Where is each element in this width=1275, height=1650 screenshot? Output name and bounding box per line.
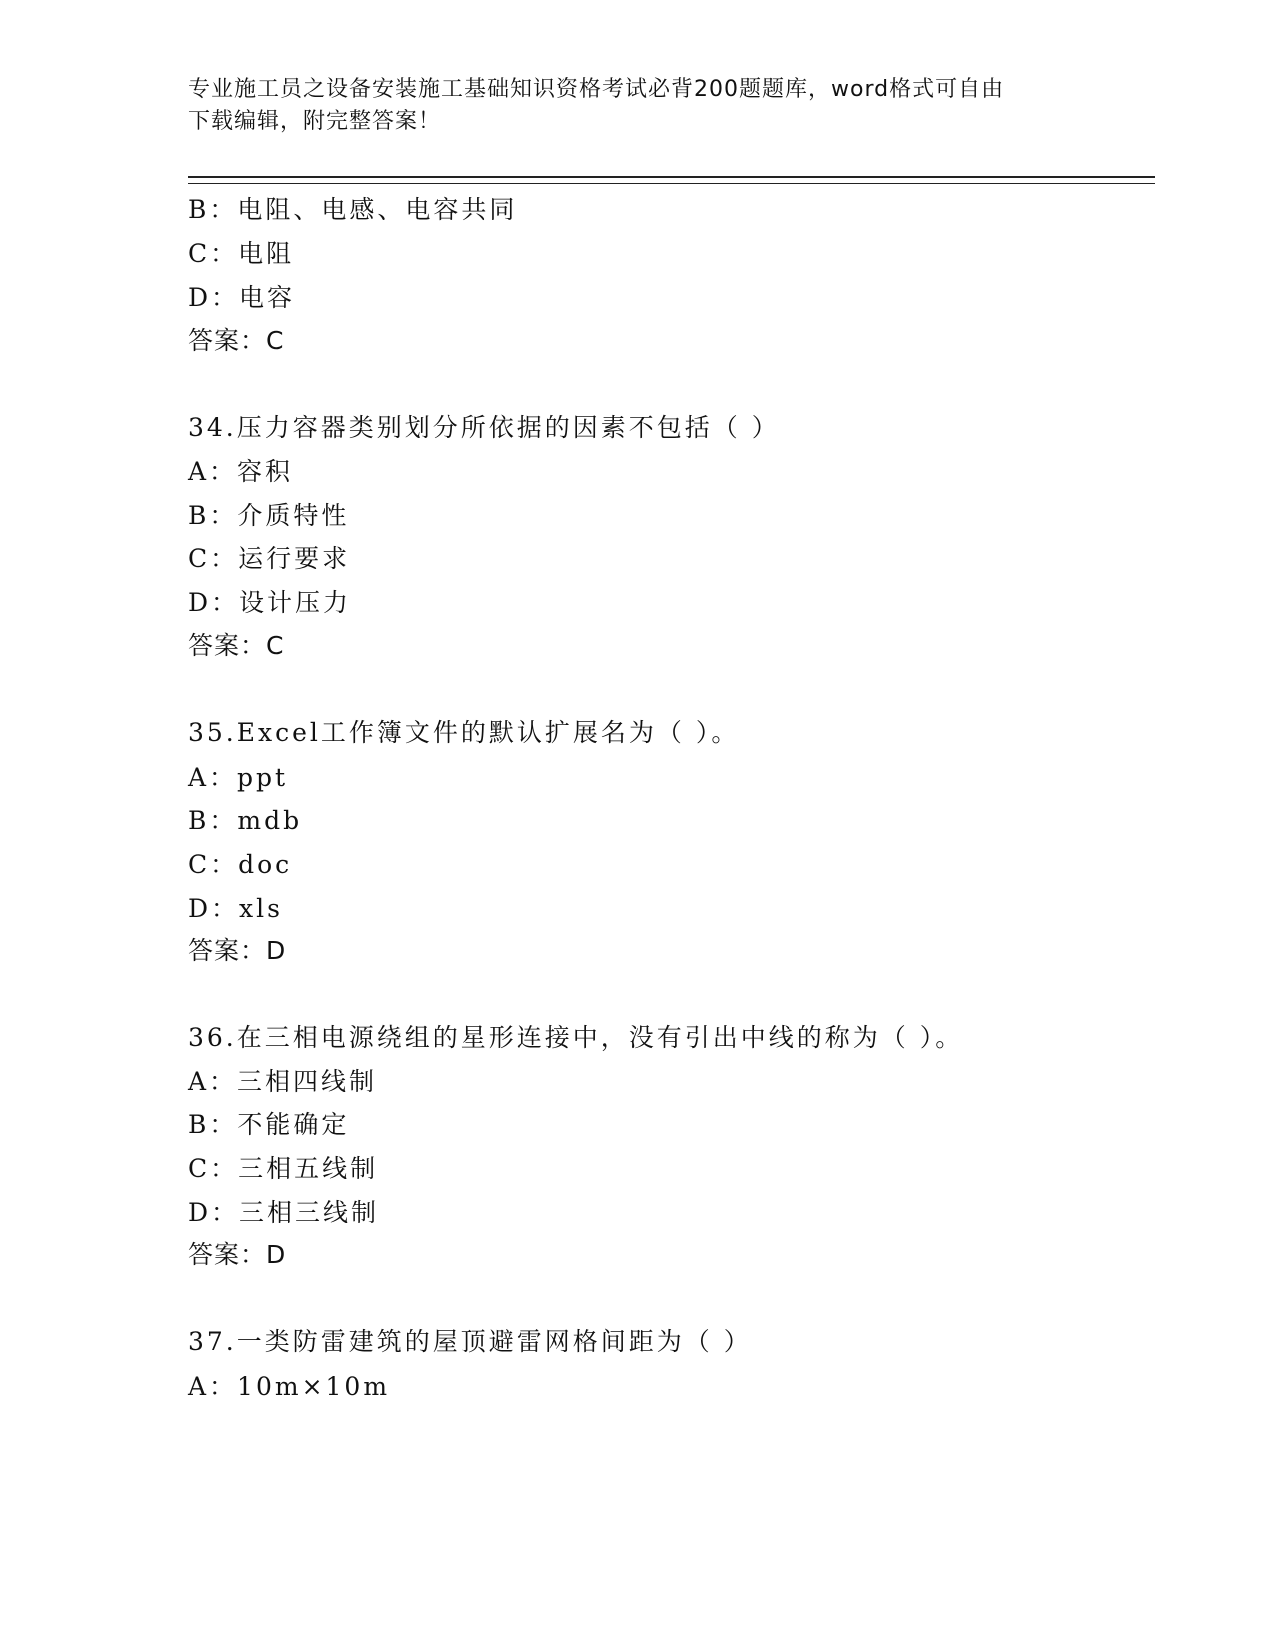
answer: 答案：D: [188, 1240, 287, 1269]
option-b: B：介质特性: [188, 501, 350, 530]
option-d: D：设计压力: [188, 588, 352, 617]
option-a: A：三相四线制: [188, 1067, 378, 1096]
option-c: C：doc: [188, 850, 293, 879]
answer: 答案：C: [188, 631, 285, 660]
option-d: D：xls: [188, 894, 283, 923]
answer: 答案：D: [188, 936, 287, 965]
question-stem: 35.Excel工作簿文件的默认扩展名为（ ）。: [188, 718, 740, 747]
answer: 答案：C: [188, 326, 285, 355]
option-b: B：mdb: [188, 806, 303, 835]
option-d: D：电容: [188, 283, 296, 312]
option-c: C：电阻: [188, 239, 295, 268]
option-c: C：运行要求: [188, 544, 351, 573]
header-divider-thick: [188, 176, 1155, 178]
question-stem: 36.在三相电源绕组的星形连接中，没有引出中线的称为（ ）。: [188, 1023, 964, 1052]
question-stem: 34.压力容器类别划分所依据的因素不包括（ ）: [188, 413, 780, 442]
document-header: [188, 74, 1068, 138]
header-line-2: 下载编辑，附完整答案！: [188, 109, 442, 134]
option-a: A：容积: [188, 457, 294, 486]
option-d: D：三相三线制: [188, 1198, 380, 1227]
option-b: B：电阻、电感、电容共同: [188, 195, 518, 224]
option-b: B：不能确定: [188, 1110, 350, 1139]
option-c: C：三相五线制: [188, 1154, 379, 1183]
option-a: A：ppt: [188, 763, 289, 792]
header-line-1: 专业施工员之设备安装施工基础知识资格考试必背200题题库，word格式可自由: [188, 77, 1005, 102]
header-divider-thin: [188, 183, 1155, 184]
option-a: A：10m×10m: [188, 1372, 391, 1401]
question-stem: 37.一类防雷建筑的屋顶避雷网格间距为（ ）: [188, 1327, 752, 1356]
